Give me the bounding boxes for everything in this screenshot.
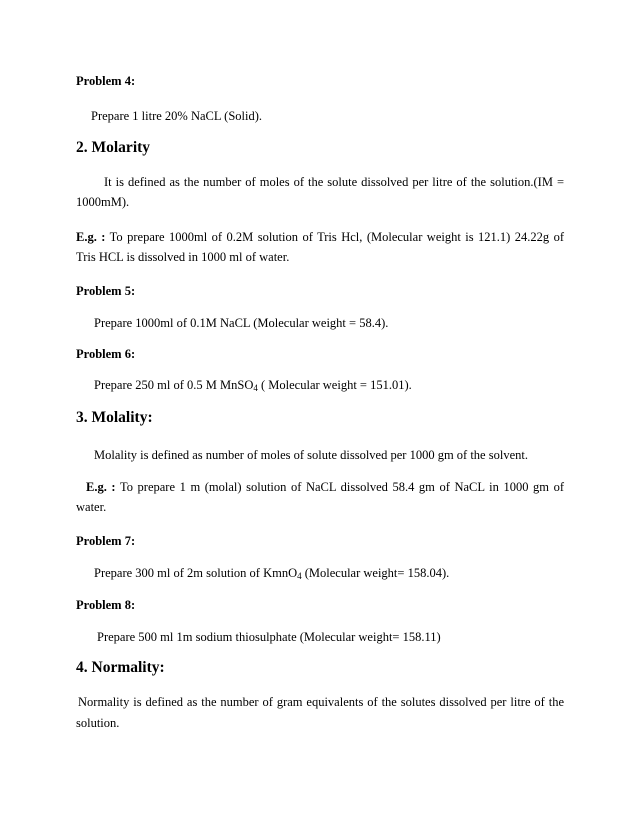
problem-7-label: Problem 7: [76,534,136,548]
normality-definition-line-2: solution. [76,716,120,730]
molality-definition: Molality is defined as number of moles of solute dissolved per 1000 gm of the solvent. [94,448,528,462]
example-1-line-2: Tris HCL is dissolved in 1000 ml of water. [76,250,290,264]
problem-7-subscript: 4 [297,571,302,581]
example-2-label: E.g. : [86,480,116,494]
problem-5-text: Prepare 1000ml of 0.1M NaCL (Molecular weight = 58.4). [94,316,389,330]
problem-6-text [94,378,412,393]
heading-normality: 4. Normality: [76,659,165,676]
problem-7-text [94,566,449,581]
problem-7-text-b: (Molecular weight= 158.04). [301,566,450,580]
heading-molality: 3. Molality: [76,409,153,426]
problem-6-text-b: ( Molecular weight = 151.01). [257,378,412,392]
problem-6-text-a: Prepare 250 ml of 0.5 M MnSO [94,378,254,392]
heading-molarity: 2. Molarity [76,139,151,156]
molarity-definition-line-2: 1000mM). [76,195,130,209]
example-2-line-1 [86,480,564,495]
problem-7-text-a: Prepare 300 ml of 2m solution of KmnO [94,566,298,580]
molarity-definition-line-1: It is defined as the number of moles of the solute dissolved per litre of the solution.(IM = [104,175,564,189]
problem-8-text: Prepare 500 ml 1m sodium thiosulphate (Molecular weight= 158.11) [97,630,441,644]
problem-4-label: Problem 4: [76,74,136,88]
problem-5-label: Problem 5: [76,284,136,298]
problem-4-text: Prepare 1 litre 20% NaCL (Solid). [91,109,263,123]
normality-definition-line-1: Normality is defined as the number of gram equivalents of the solutes dissolved per litre of the [78,695,564,709]
problem-8-label: Problem 8: [76,598,136,612]
example-2-line-2: water. [76,500,107,514]
example-1-line-1 [76,230,564,245]
problem-6-subscript: 4 [253,383,258,393]
example-1-label: E.g. : [76,230,106,244]
example-2-text: To prepare 1 m (molal) solution of NaCL dissolved 58.4 gm of NaCL in 1000 gm of [119,480,565,494]
example-1-text: To prepare 1000ml of 0.2M solution of Tris Hcl, (Molecular weight is 121.1) 24.22g of [109,230,564,244]
problem-6-label: Problem 6: [76,347,136,361]
